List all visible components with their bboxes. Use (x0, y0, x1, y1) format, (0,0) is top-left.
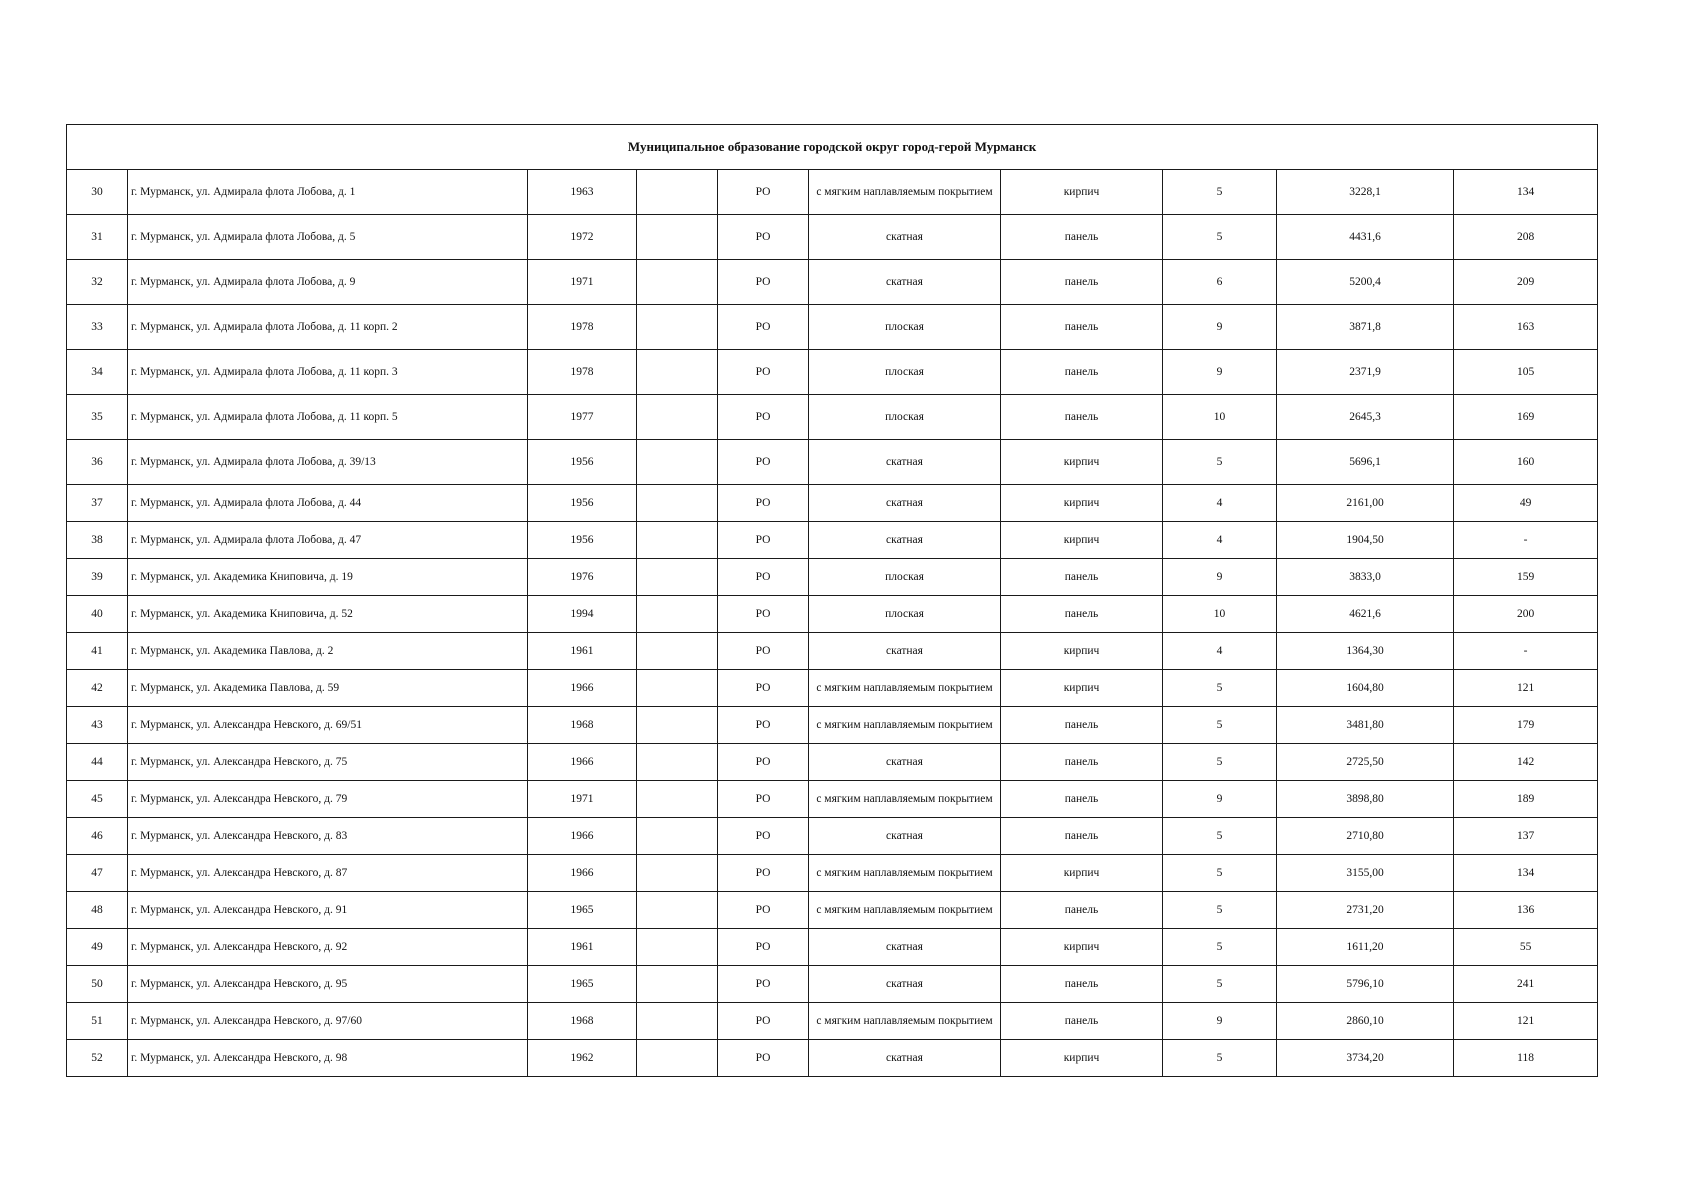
fund-cell: РО (718, 633, 809, 670)
roof-type-cell: скатная (809, 485, 1001, 522)
address-cell: г. Мурманск, ул. Александра Невского, д. 69/51 (128, 707, 528, 744)
year-cell: 1961 (528, 929, 637, 966)
year-cell: 1966 (528, 670, 637, 707)
empty-cell (637, 350, 718, 395)
fund-cell: РО (718, 260, 809, 305)
table-row (67, 929, 1598, 966)
roof-type-cell: скатная (809, 744, 1001, 781)
table-row (67, 966, 1598, 1003)
roof-type-cell: скатная (809, 215, 1001, 260)
fund-cell: РО (718, 305, 809, 350)
row-number-cell: 34 (67, 350, 128, 395)
empty-cell (637, 1003, 718, 1040)
address-cell: г. Мурманск, ул. Александра Невского, д. 91 (128, 892, 528, 929)
table-row (67, 707, 1598, 744)
fund-cell: РО (718, 350, 809, 395)
residents-cell: 179 (1454, 707, 1598, 744)
residents-cell: 121 (1454, 670, 1598, 707)
table-row (67, 744, 1598, 781)
fund-cell: РО (718, 215, 809, 260)
address-cell: г. Мурманск, ул. Адмирала флота Лобова, д. 9 (128, 260, 528, 305)
row-number-cell: 37 (67, 485, 128, 522)
table-row (67, 1040, 1598, 1077)
roof-type-cell: скатная (809, 966, 1001, 1003)
year-cell: 1965 (528, 966, 637, 1003)
residents-cell: 241 (1454, 966, 1598, 1003)
residents-cell: 105 (1454, 350, 1598, 395)
empty-cell (637, 966, 718, 1003)
area-cell: 3833,0 (1277, 559, 1454, 596)
year-cell: 1956 (528, 522, 637, 559)
year-cell: 1994 (528, 596, 637, 633)
roof-type-cell: плоская (809, 395, 1001, 440)
fund-cell: РО (718, 966, 809, 1003)
roof-type-cell: скатная (809, 260, 1001, 305)
empty-cell (637, 170, 718, 215)
address-cell: г. Мурманск, ул. Александра Невского, д. 92 (128, 929, 528, 966)
floors-cell: 5 (1163, 440, 1277, 485)
table-row (67, 670, 1598, 707)
empty-cell (637, 522, 718, 559)
row-number-cell: 43 (67, 707, 128, 744)
row-number-cell: 38 (67, 522, 128, 559)
wall-material-cell: панель (1001, 1003, 1163, 1040)
row-number-cell: 35 (67, 395, 128, 440)
roof-type-cell: с мягким наплавляемым покрытием (809, 707, 1001, 744)
residents-cell: 137 (1454, 818, 1598, 855)
empty-cell (637, 892, 718, 929)
table-row (67, 215, 1598, 260)
floors-cell: 5 (1163, 707, 1277, 744)
floors-cell: 5 (1163, 892, 1277, 929)
address-cell: г. Мурманск, ул. Адмирала флота Лобова, д. 11 корп. 5 (128, 395, 528, 440)
fund-cell: РО (718, 929, 809, 966)
row-number-cell: 39 (67, 559, 128, 596)
address-cell: г. Мурманск, ул. Александра Невского, д. 98 (128, 1040, 528, 1077)
residents-cell: 49 (1454, 485, 1598, 522)
empty-cell (637, 1040, 718, 1077)
table-row (67, 485, 1598, 522)
empty-cell (637, 440, 718, 485)
wall-material-cell: кирпич (1001, 633, 1163, 670)
residents-cell: 160 (1454, 440, 1598, 485)
table-row (67, 855, 1598, 892)
housing-table (66, 124, 1598, 1077)
wall-material-cell: панель (1001, 744, 1163, 781)
table-row (67, 522, 1598, 559)
roof-type-cell: плоская (809, 559, 1001, 596)
row-number-cell: 32 (67, 260, 128, 305)
address-cell: г. Мурманск, ул. Адмирала флота Лобова, д. 47 (128, 522, 528, 559)
residents-cell: 189 (1454, 781, 1598, 818)
wall-material-cell: панель (1001, 818, 1163, 855)
floors-cell: 6 (1163, 260, 1277, 305)
fund-cell: РО (718, 522, 809, 559)
fund-cell: РО (718, 892, 809, 929)
empty-cell (637, 744, 718, 781)
roof-type-cell: с мягким наплавляемым покрытием (809, 781, 1001, 818)
table-row (67, 633, 1598, 670)
floors-cell: 10 (1163, 395, 1277, 440)
row-number-cell: 50 (67, 966, 128, 1003)
address-cell: г. Мурманск, ул. Академика Книповича, д. 52 (128, 596, 528, 633)
roof-type-cell: скатная (809, 818, 1001, 855)
floors-cell: 9 (1163, 559, 1277, 596)
year-cell: 1978 (528, 350, 637, 395)
year-cell: 1963 (528, 170, 637, 215)
area-cell: 3734,20 (1277, 1040, 1454, 1077)
floors-cell: 5 (1163, 966, 1277, 1003)
row-number-cell: 45 (67, 781, 128, 818)
fund-cell: РО (718, 818, 809, 855)
residents-cell: 121 (1454, 1003, 1598, 1040)
document-sheet (66, 124, 1597, 1077)
table-row (67, 892, 1598, 929)
area-cell: 4431,6 (1277, 215, 1454, 260)
empty-cell (637, 707, 718, 744)
row-number-cell: 40 (67, 596, 128, 633)
area-cell: 3481,80 (1277, 707, 1454, 744)
year-cell: 1971 (528, 260, 637, 305)
table-row (67, 781, 1598, 818)
address-cell: г. Мурманск, ул. Адмирала флота Лобова, д. 1 (128, 170, 528, 215)
residents-cell: 134 (1454, 855, 1598, 892)
residents-cell: 159 (1454, 559, 1598, 596)
table-row (67, 440, 1598, 485)
residents-cell: 134 (1454, 170, 1598, 215)
address-cell: г. Мурманск, ул. Адмирала флота Лобова, д. 39/13 (128, 440, 528, 485)
year-cell: 1976 (528, 559, 637, 596)
empty-cell (637, 929, 718, 966)
area-cell: 3871,8 (1277, 305, 1454, 350)
floors-cell: 5 (1163, 818, 1277, 855)
floors-cell: 5 (1163, 215, 1277, 260)
address-cell: г. Мурманск, ул. Адмирала флота Лобова, д. 5 (128, 215, 528, 260)
address-cell: г. Мурманск, ул. Адмирала флота Лобова, д. 11 корп. 2 (128, 305, 528, 350)
area-cell: 2371,9 (1277, 350, 1454, 395)
residents-cell: - (1454, 633, 1598, 670)
table-row (67, 170, 1598, 215)
roof-type-cell: с мягким наплавляемым покрытием (809, 892, 1001, 929)
floors-cell: 5 (1163, 744, 1277, 781)
address-cell: г. Мурманск, ул. Адмирала флота Лобова, д. 11 корп. 3 (128, 350, 528, 395)
empty-cell (637, 781, 718, 818)
area-cell: 3155,00 (1277, 855, 1454, 892)
year-cell: 1965 (528, 892, 637, 929)
residents-cell: 118 (1454, 1040, 1598, 1077)
row-number-cell: 41 (67, 633, 128, 670)
row-number-cell: 36 (67, 440, 128, 485)
table-row (67, 596, 1598, 633)
address-cell: г. Мурманск, ул. Александра Невского, д. 97/60 (128, 1003, 528, 1040)
year-cell: 1962 (528, 1040, 637, 1077)
wall-material-cell: кирпич (1001, 1040, 1163, 1077)
roof-type-cell: скатная (809, 929, 1001, 966)
fund-cell: РО (718, 670, 809, 707)
wall-material-cell: кирпич (1001, 485, 1163, 522)
year-cell: 1966 (528, 744, 637, 781)
table-row (67, 350, 1598, 395)
row-number-cell: 42 (67, 670, 128, 707)
wall-material-cell: панель (1001, 596, 1163, 633)
floors-cell: 4 (1163, 522, 1277, 559)
empty-cell (637, 818, 718, 855)
wall-material-cell: панель (1001, 966, 1163, 1003)
area-cell: 3898,80 (1277, 781, 1454, 818)
wall-material-cell: кирпич (1001, 855, 1163, 892)
wall-material-cell: панель (1001, 559, 1163, 596)
roof-type-cell: плоская (809, 305, 1001, 350)
row-number-cell: 51 (67, 1003, 128, 1040)
empty-cell (637, 395, 718, 440)
floors-cell: 5 (1163, 1040, 1277, 1077)
area-cell: 5796,10 (1277, 966, 1454, 1003)
table-row (67, 818, 1598, 855)
row-number-cell: 44 (67, 744, 128, 781)
area-cell: 2725,50 (1277, 744, 1454, 781)
year-cell: 1978 (528, 305, 637, 350)
address-cell: г. Мурманск, ул. Александра Невского, д. 79 (128, 781, 528, 818)
floors-cell: 5 (1163, 929, 1277, 966)
table-row (67, 559, 1598, 596)
empty-cell (637, 670, 718, 707)
floors-cell: 10 (1163, 596, 1277, 633)
area-cell: 5200,4 (1277, 260, 1454, 305)
area-cell: 2710,80 (1277, 818, 1454, 855)
empty-cell (637, 485, 718, 522)
wall-material-cell: кирпич (1001, 522, 1163, 559)
floors-cell: 5 (1163, 670, 1277, 707)
wall-material-cell: панель (1001, 707, 1163, 744)
roof-type-cell: скатная (809, 1040, 1001, 1077)
wall-material-cell: панель (1001, 892, 1163, 929)
area-cell: 3228,1 (1277, 170, 1454, 215)
fund-cell: РО (718, 440, 809, 485)
row-number-cell: 49 (67, 929, 128, 966)
empty-cell (637, 305, 718, 350)
table-row (67, 1003, 1598, 1040)
wall-material-cell: панель (1001, 215, 1163, 260)
area-cell: 1364,30 (1277, 633, 1454, 670)
roof-type-cell: с мягким наплавляемым покрытием (809, 670, 1001, 707)
floors-cell: 5 (1163, 170, 1277, 215)
area-cell: 1604,80 (1277, 670, 1454, 707)
fund-cell: РО (718, 170, 809, 215)
residents-cell: 142 (1454, 744, 1598, 781)
wall-material-cell: кирпич (1001, 929, 1163, 966)
floors-cell: 4 (1163, 485, 1277, 522)
row-number-cell: 46 (67, 818, 128, 855)
year-cell: 1971 (528, 781, 637, 818)
empty-cell (637, 855, 718, 892)
area-cell: 1904,50 (1277, 522, 1454, 559)
residents-cell: 136 (1454, 892, 1598, 929)
address-cell: г. Мурманск, ул. Адмирала флота Лобова, д. 44 (128, 485, 528, 522)
area-cell: 5696,1 (1277, 440, 1454, 485)
empty-cell (637, 260, 718, 305)
empty-cell (637, 559, 718, 596)
roof-type-cell: с мягким наплавляемым покрытием (809, 1003, 1001, 1040)
row-number-cell: 47 (67, 855, 128, 892)
wall-material-cell: кирпич (1001, 440, 1163, 485)
wall-material-cell: панель (1001, 350, 1163, 395)
fund-cell: РО (718, 781, 809, 818)
wall-material-cell: панель (1001, 395, 1163, 440)
address-cell: г. Мурманск, ул. Александра Невского, д. 95 (128, 966, 528, 1003)
area-cell: 2645,3 (1277, 395, 1454, 440)
floors-cell: 9 (1163, 1003, 1277, 1040)
roof-type-cell: плоская (809, 596, 1001, 633)
area-cell: 1611,20 (1277, 929, 1454, 966)
year-cell: 1968 (528, 707, 637, 744)
area-cell: 4621,6 (1277, 596, 1454, 633)
residents-cell: 55 (1454, 929, 1598, 966)
residents-cell: 163 (1454, 305, 1598, 350)
table-title: Муниципальное образование городской округ город-герой Мурманск (67, 125, 1598, 170)
address-cell: г. Мурманск, ул. Академика Павлова, д. 59 (128, 670, 528, 707)
fund-cell: РО (718, 855, 809, 892)
empty-cell (637, 596, 718, 633)
roof-type-cell: скатная (809, 522, 1001, 559)
row-number-cell: 33 (67, 305, 128, 350)
residents-cell: - (1454, 522, 1598, 559)
residents-cell: 208 (1454, 215, 1598, 260)
address-cell: г. Мурманск, ул. Академика Книповича, д. 19 (128, 559, 528, 596)
table-row (67, 260, 1598, 305)
fund-cell: РО (718, 485, 809, 522)
roof-type-cell: с мягким наплавляемым покрытием (809, 170, 1001, 215)
fund-cell: РО (718, 559, 809, 596)
year-cell: 1968 (528, 1003, 637, 1040)
address-cell: г. Мурманск, ул. Академика Павлова, д. 2 (128, 633, 528, 670)
fund-cell: РО (718, 1003, 809, 1040)
fund-cell: РО (718, 744, 809, 781)
floors-cell: 4 (1163, 633, 1277, 670)
wall-material-cell: панель (1001, 305, 1163, 350)
address-cell: г. Мурманск, ул. Александра Невского, д. 87 (128, 855, 528, 892)
row-number-cell: 31 (67, 215, 128, 260)
empty-cell (637, 633, 718, 670)
row-number-cell: 48 (67, 892, 128, 929)
roof-type-cell: с мягким наплавляемым покрытием (809, 855, 1001, 892)
roof-type-cell: скатная (809, 440, 1001, 485)
residents-cell: 209 (1454, 260, 1598, 305)
row-number-cell: 30 (67, 170, 128, 215)
wall-material-cell: кирпич (1001, 170, 1163, 215)
floors-cell: 9 (1163, 781, 1277, 818)
area-cell: 2161,00 (1277, 485, 1454, 522)
row-number-cell: 52 (67, 1040, 128, 1077)
wall-material-cell: панель (1001, 781, 1163, 818)
fund-cell: РО (718, 707, 809, 744)
fund-cell: РО (718, 395, 809, 440)
empty-cell (637, 215, 718, 260)
residents-cell: 200 (1454, 596, 1598, 633)
floors-cell: 9 (1163, 305, 1277, 350)
fund-cell: РО (718, 596, 809, 633)
residents-cell: 169 (1454, 395, 1598, 440)
wall-material-cell: панель (1001, 260, 1163, 305)
fund-cell: РО (718, 1040, 809, 1077)
area-cell: 2731,20 (1277, 892, 1454, 929)
year-cell: 1956 (528, 485, 637, 522)
table-row (67, 305, 1598, 350)
wall-material-cell: кирпич (1001, 670, 1163, 707)
table-title-row (67, 125, 1598, 170)
year-cell: 1966 (528, 855, 637, 892)
address-cell: г. Мурманск, ул. Александра Невского, д. 75 (128, 744, 528, 781)
year-cell: 1961 (528, 633, 637, 670)
table-row (67, 395, 1598, 440)
floors-cell: 9 (1163, 350, 1277, 395)
area-cell: 2860,10 (1277, 1003, 1454, 1040)
year-cell: 1972 (528, 215, 637, 260)
year-cell: 1956 (528, 440, 637, 485)
year-cell: 1966 (528, 818, 637, 855)
year-cell: 1977 (528, 395, 637, 440)
floors-cell: 5 (1163, 855, 1277, 892)
address-cell: г. Мурманск, ул. Александра Невского, д. 83 (128, 818, 528, 855)
roof-type-cell: скатная (809, 633, 1001, 670)
roof-type-cell: плоская (809, 350, 1001, 395)
